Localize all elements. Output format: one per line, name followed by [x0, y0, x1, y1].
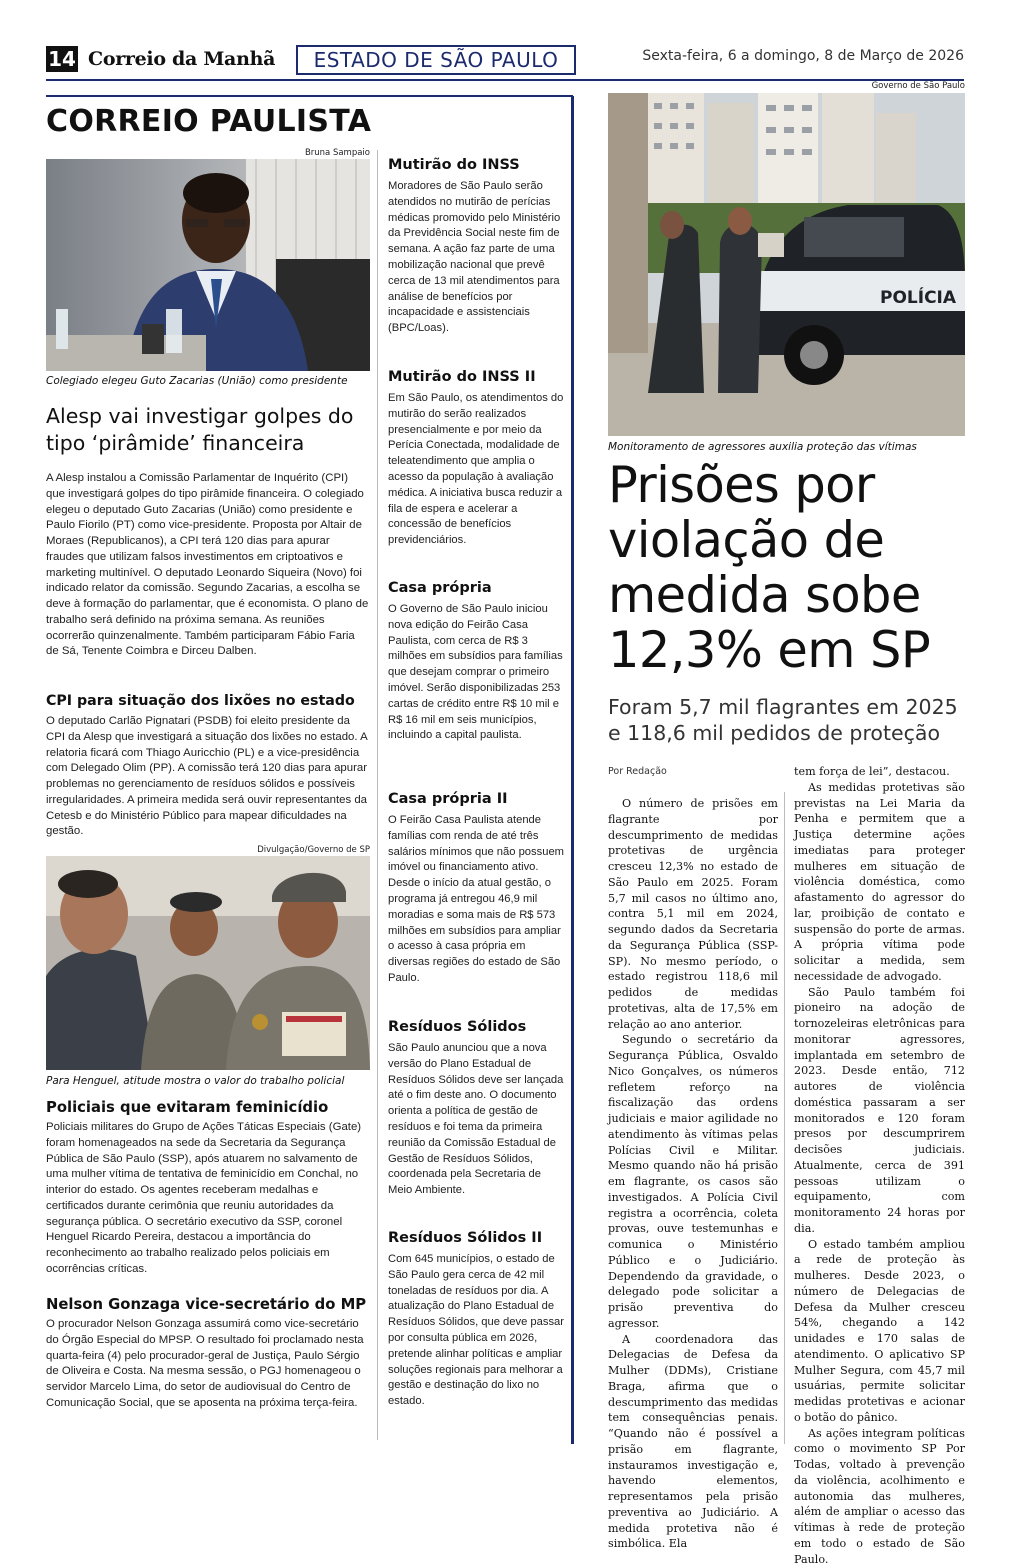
- photo-police-car: [608, 93, 965, 436]
- left-top-rule: [46, 95, 573, 97]
- subhead-feminicidio: Policiais que evitaram feminicídio: [46, 1099, 370, 1116]
- article-column-1: [608, 796, 778, 1552]
- masthead-logo: Correio da Manhã: [88, 46, 275, 72]
- brief-title: Casa própria II: [388, 791, 564, 807]
- photo-credit: Bruna Sampaio: [46, 148, 370, 158]
- article-paragraph: O estado também ampliou a rede de proteção às mulheres. Desde 2023, o número de Delegacias de Defesa da Mulher cresceu 54%, chegando a 142 unidades e 170 salas de atendimento. O aplicativo SP Mulher Segura, com 45,7 mil usuárias, permite solicitar medidas protetivas e acionar o botão do pânico.: [794, 1237, 965, 1426]
- column-divider: [571, 96, 574, 1444]
- dateline: Sexta-feira, 6 a domingo, 8 de Março de 2026: [642, 48, 964, 64]
- body-feminicidio: Policiais militares do Grupo de Ações Táticas Especiais (Gate) foram homenageados na sede da Secretaria da Segurança Pública de São Paulo (SSP), após atuarem no salvamento de uma mulher vítima de tentativa de feminicídio em Conchal, no interior do estado. Os agentes receberam medalhas e certificados durante cerimônia que reuniu autoridades da segurança pública. O secretário executivo da SSP, coronel Henguel Ricardo Pereira, destacou a importância do reconhecimento ao trabalho realizado pelos policiais em ocorrências críticas.: [46, 1120, 370, 1278]
- article-paragraph: Segundo o secretário da Segurança Pública, Osvaldo Nico Gonçalves, os números refletem reforço na fiscalização das ordens judiciais e maior agilidade no atendimento às vítimas pelas Polícias Civil e Militar. Mesmo quando não há prisão em flagrante, os casos são investigados. A Polícia Civil registra a ocorrência, coleta provas, ouve testemunhas e comunica o Ministério Público e o Judiciário. Dependendo da gravidade, o delegado pode solicitar a prisão preventiva do agressor.: [608, 1032, 778, 1331]
- brief-text: Com 645 municípios, o estado de São Paulo gera cerca de 42 mil toneladas de resíduos por dia. A atualização do Plano Estadual de Resíduos Sólidos, que deve passar por consulta pública em 2026, pretende alinhar políticas e ampliar soluções regionais para melhorar a gestão e destinação do lixo no estado.: [388, 1252, 564, 1410]
- article-headline: Alesp vai investigar golpes do tipo ‘pirâmide’ financeira: [46, 403, 370, 457]
- photo-caption: Colegiado elegeu Guto Zacarias (União) como presidente: [46, 375, 370, 387]
- brief-text: Em São Paulo, os atendimentos do mutirão do serão realizados presencialmente e por meio da Perícia Conectada, modalidade de teleatendimento que amplia o acesso da população à avaliação médica. A iniciativa busca reduzir a fila de espera e acelerar a concessão de benefícios previdenciários.: [388, 391, 564, 549]
- brief-title: Mutirão do INSS: [388, 157, 564, 173]
- photo-deputy: [46, 159, 370, 371]
- article-column-2: [794, 764, 965, 1567]
- article-paragraph: tem força de lei”, destacou.: [794, 764, 965, 780]
- body-cpi-lixoes: O deputado Carlão Pignatari (PSDB) foi eleito presidente da CPI da Alesp que investigará a situação dos lixões no estado. A relatoria ficará com Thiago Auricchio (PL) e a vice-presidência com Delegado Olim (PP). A comissão terá 120 dias para apurar problemas no gerenciamento de resíduos sólidos e possíveis irregularidades. A primeira medida será ouvir representantes da Cetesb e do Ministério Público para mapear dificuldades na gestão.: [46, 714, 370, 840]
- photo-police-ceremony: [46, 856, 370, 1070]
- article-paragraph: São Paulo também foi pioneiro na adoção de tornozeleiras eletrônicas para monitorar agressores, implantada em setembro de 2023. Desde então, 712 autores de violência doméstica passaram a ser monitorados e 120 foram presos por descumprirem decisões judiciais. Atualmente, cerca de 391 pessoas utilizam o equipamento, com monitoramento 24 horas por dia.: [794, 985, 965, 1237]
- photo-credit: Divulgação/Governo de SP: [46, 845, 370, 855]
- main-headline: Prisões por violação de medida sobe 12,3% em SP: [608, 458, 968, 678]
- photo-credit: Governo de São Paulo: [608, 81, 965, 91]
- photo-caption: Para Henguel, atitude mostra o valor do trabalho policial: [46, 1075, 370, 1087]
- headline-deck: Foram 5,7 mil flagrantes em 2025 e 118,6 mil pedidos de proteção: [608, 694, 968, 746]
- article-paragraph: A coordenadora das Delegacias de Defesa da Mulher (DDMs), Cristiane Braga, afirma que o descumprimento das medidas tem consequências penais. “Quando não é possível a prisão em flagrante, instauramos investigação e, havendo elementos, representamos pela prisão preventiva ao Judiciário. A medida protetiva não é simbólica. Ela: [608, 1332, 778, 1553]
- article-body: A Alesp instalou a Comissão Parlamentar de Inquérito (CPI) que investigará golpes do tipo pirâmide financeira. O colegiado elegeu o deputado Guto Zacarias (União) como presidente e Paulo Fiorilo (PT) como vice-presidente. Proposta por Altair de Moraes (Republicanos), a CPI terá 120 dias para apurar fraudes que utilizam falsos investimentos em criptoativos e marketing multinível. O deputado Leonardo Siqueira (Novo) foi indicado relator da comissão. Segundo Zacarias, a escolha se deve à formação do parlamentar, que é economista. O plano de trabalho será definido na próxima semana. As reuniões ocorrerão quinzenalmente. Também participaram Fábio Faria de Sá, Tenente Coimbra e Dirceu Dalben.: [46, 471, 370, 660]
- section-label: ESTADO DE SÃO PAULO: [296, 45, 576, 75]
- article-paragraph: O número de prisões em flagrante por descumprimento de medidas protetivas de urgência cresceu 12,3% no estado de São Paulo em 2025. Foram 5,7 mil casos no último ano, contra 5,1 mil em 2024, segundo dados da Secretaria da Segurança Pública (SSP-SP). No mesmo período, o estado registrou 118,6 mil pedidos de medidas protetivas, alta de 17,5% em relação ao ano anterior.: [608, 796, 778, 1032]
- article-column-divider: [784, 792, 785, 1444]
- brief-text: São Paulo anunciou que a nova versão do Plano Estadual de Resíduos Sólidos deve ser lançada até o fim deste ano. O documento orienta a política de gestão de resíduos e foi tema da primeira reunião da Comissão Estadual de Gestão de Resíduos Sólidos, coordenada pela Secretaria de Meio Ambiente.: [388, 1041, 564, 1199]
- brief-title: Casa própria: [388, 580, 564, 596]
- section-title: CORREIO PAULISTA: [46, 104, 371, 139]
- body-nelson-gonzaga: O procurador Nelson Gonzaga assumirá como vice-secretário do Órgão Especial do MPSP. O resultado foi proclamado nesta quarta-feira (4) pelo procurador-geral de Justiça, Paulo Sérgio de Oliveira e Costa. Na mesma sessão, o PGJ homenageou o servidor Marcelo Lima, do setor de audiovisual do Centro de Comunicação Social, que se aposenta na próxima terça-feira.: [46, 1317, 370, 1412]
- brief-title: Mutirão do INSS II: [388, 369, 564, 385]
- brief-title: Resíduos Sólidos: [388, 1019, 564, 1035]
- article-paragraph: As medidas protetivas são previstas na Lei Maria da Penha e permitem que a Justiça determine ações imediatas para proteger mulheres em situação de violência doméstica, como afastamento do agressor do lar, proibição de contato e suspensão do porte de armas. A própria vítima pode solicitar a medida, sem necessidade de advogado.: [794, 780, 965, 985]
- brief-text: Moradores de São Paulo serão atendidos no mutirão de perícias médicas promovido pelo Ministério da Previdência Social neste fim de semana. A ação faz parte de uma mobilização nacional que prevê cerca de 13 mil atendimentos para análise de benefícios por incapacidade e assistenciais (BPC/Loas).: [388, 179, 564, 337]
- photo-caption: Monitoramento de agressores auxilia proteção das vítimas: [608, 441, 968, 453]
- subhead-cpi-lixoes: CPI para situação dos lixões no estado: [46, 693, 370, 709]
- column-divider-thin: [377, 150, 378, 1440]
- brief-text: O Feirão Casa Paulista atende famílias com renda de até três salários mínimos que não possuem imóvel ou financiamento ativo. Desde o início da atual gestão, o programa já entregou 46,9 mil moradias e soma mais de R$ 573 milhões em subsídios para ampliar o acesso à casa própria em diversas regiões do estado de São Paulo.: [388, 813, 564, 987]
- article-paragraph: As ações integram políticas como o movimento SP Por Todas, voltado à prevenção da violência, acolhimento e autonomia das mulheres, além de ampliar o acesso das vítimas à rede de proteção em todo o estado de São Paulo.: [794, 1426, 965, 1567]
- byline: Por Redação: [608, 766, 667, 777]
- subhead-nelson-gonzaga: Nelson Gonzaga vice-secretário do MP: [46, 1296, 370, 1313]
- brief-title: Resíduos Sólidos II: [388, 1230, 564, 1246]
- page-number: 14: [46, 46, 78, 72]
- brief-text: O Governo de São Paulo iniciou nova edição do Feirão Casa Paulista, com cerca de R$ 3 milhões em subsídios para famílias que desejam comprar o primeiro imóvel. Serão disponibilizadas 253 cartas de crédito entre R$ 10 mil e R$ 16 mil em seis municípios, incluindo a capital paulista.: [388, 602, 564, 744]
- car-lettering: POLÍCIA: [880, 286, 957, 308]
